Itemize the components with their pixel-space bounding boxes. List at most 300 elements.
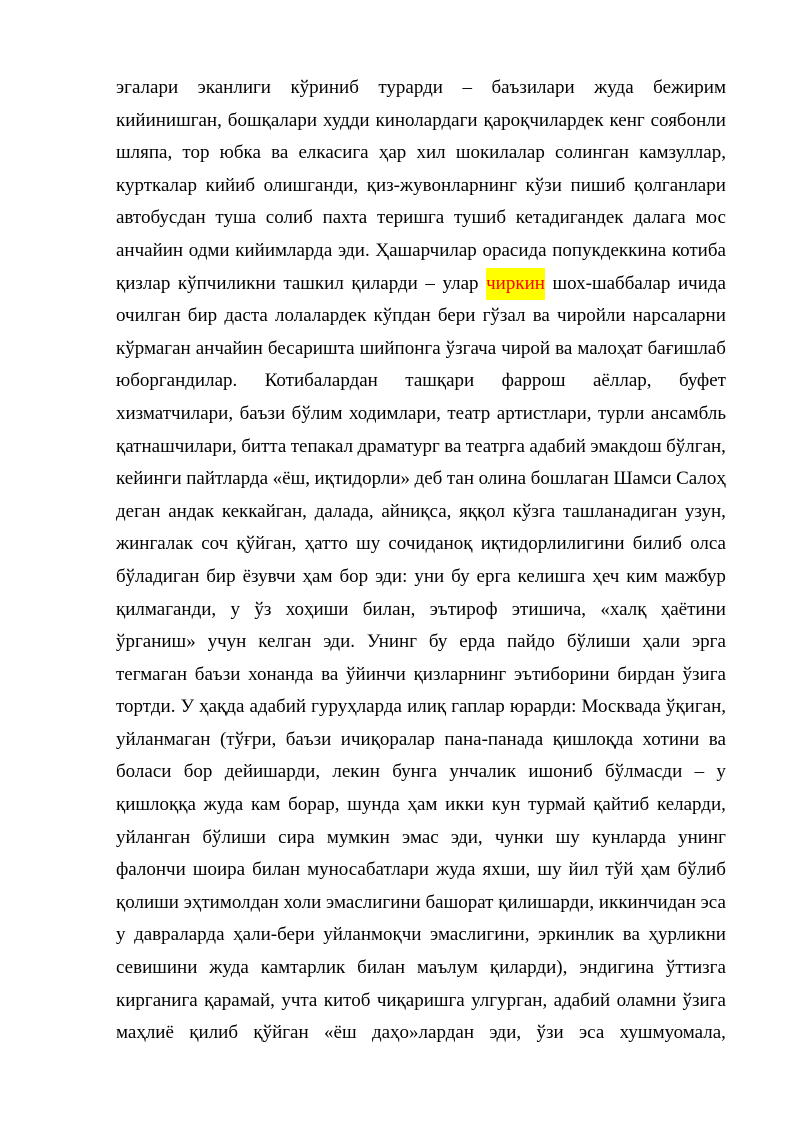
word: тўй	[605, 859, 634, 881]
word: камзуллар,	[639, 142, 726, 164]
text-line	[116, 594, 726, 627]
word: шу	[537, 859, 562, 881]
word: кунларда	[591, 826, 666, 848]
word: (тўғри,	[219, 728, 277, 750]
word: эди,	[450, 826, 483, 848]
word: мос	[695, 207, 726, 229]
word: автобусдан	[116, 207, 206, 229]
word: қилмаганди,	[116, 598, 217, 620]
word: ўрганиш»	[116, 631, 196, 653]
word: жуда	[594, 77, 634, 98]
word: ўз	[254, 598, 272, 620]
word: кетадигандек	[515, 207, 624, 229]
word: айниқса,	[381, 500, 452, 522]
text-line	[116, 300, 726, 333]
word: ва	[532, 305, 550, 327]
word: китоб	[323, 989, 371, 1011]
text-line	[116, 789, 726, 822]
word: эрга	[692, 631, 726, 653]
word: кам	[250, 794, 281, 816]
word: эътиборини	[513, 663, 610, 685]
word: кийимларда	[235, 239, 333, 261]
word: яхши,	[482, 859, 531, 881]
word: –	[694, 761, 705, 783]
word: ўзига	[682, 989, 726, 1011]
word: баъзи	[239, 402, 286, 424]
word: узун,	[684, 500, 726, 522]
word: уни	[414, 565, 445, 587]
text-line	[116, 235, 726, 268]
word: тушиб	[453, 207, 506, 229]
word: хонанда	[248, 663, 314, 685]
word: одми	[188, 239, 230, 261]
word: кўрмаган	[116, 337, 191, 359]
word: ишониб	[528, 761, 593, 783]
word: фаррош	[501, 370, 566, 392]
word: яққол	[459, 500, 506, 522]
word: «ёш,	[272, 468, 310, 490]
word: жуда	[209, 957, 249, 979]
word: учта	[281, 989, 318, 1011]
word: қишлоққа	[116, 794, 196, 816]
text-line	[116, 268, 726, 301]
text-line	[116, 463, 726, 496]
word: шунда	[347, 794, 400, 816]
word: холи	[283, 891, 322, 913]
word: соч	[201, 533, 229, 555]
word: баъзи	[285, 728, 332, 750]
word: иқтидорлилигини	[480, 533, 625, 555]
text-line	[116, 822, 726, 855]
text-line	[116, 626, 726, 659]
word: юрарди:	[509, 696, 577, 718]
word: кийиб	[205, 174, 256, 196]
word: бирдан	[617, 663, 675, 685]
document-page	[116, 72, 726, 1050]
word: бўлмасди	[605, 761, 683, 783]
word: кўриниб	[290, 77, 359, 98]
word: билан	[357, 957, 406, 979]
word: ўттизга	[665, 957, 726, 979]
word: ёзувчи	[242, 565, 296, 587]
word: муносабатлари	[307, 859, 429, 881]
word: пана-панада	[444, 728, 544, 750]
word: –	[462, 77, 472, 98]
word: сочиданоқ	[388, 533, 473, 555]
text-line	[116, 659, 726, 692]
word: кўзга	[512, 500, 556, 522]
word: қилишарди,	[498, 891, 595, 913]
word: эндигина	[579, 957, 654, 979]
word: билан,	[362, 598, 416, 620]
word: билиб	[632, 533, 682, 555]
word: «халқ	[600, 598, 647, 620]
word: Унинг	[366, 631, 417, 653]
text-line	[116, 528, 726, 561]
text-line	[116, 724, 726, 757]
word: тан	[446, 468, 475, 490]
word: шу	[555, 826, 580, 848]
word: андак	[168, 500, 215, 522]
word: кўпчиликни	[177, 272, 276, 294]
word: боласи	[116, 761, 172, 783]
word: ҳурликни	[648, 924, 726, 946]
word: ансамбль	[650, 402, 726, 424]
text-line	[116, 887, 726, 920]
word: ташкил	[283, 272, 344, 294]
word: пайдо	[506, 631, 555, 653]
word: жуда	[435, 859, 476, 881]
word: гуруҳларда	[311, 696, 402, 718]
word: турли	[598, 402, 645, 424]
word: ичида	[677, 272, 726, 294]
word: иқтидорли»	[314, 468, 410, 490]
word: даста	[224, 305, 268, 327]
word: тортди.	[116, 696, 176, 718]
word: келарди,	[656, 794, 726, 816]
word: шу	[356, 533, 381, 555]
text-line	[116, 431, 726, 464]
word: деган	[116, 500, 161, 522]
word: бир	[187, 305, 218, 327]
text-line	[116, 398, 726, 431]
word: қизлар	[116, 272, 171, 294]
word: эди,	[489, 1022, 522, 1044]
word: Москвада	[581, 696, 661, 718]
word: уйланмоқчи	[323, 924, 422, 946]
word: пайтларда	[186, 468, 269, 490]
word: хил	[416, 142, 446, 164]
word: лекин	[332, 761, 380, 783]
word: Салоҳ	[676, 468, 726, 490]
word: уйланмаган	[116, 728, 211, 750]
word: олишганди,	[263, 174, 359, 196]
word: драматург	[357, 435, 440, 457]
word: этишича,	[511, 598, 587, 620]
word: у	[116, 924, 126, 946]
word: анчайин	[195, 337, 263, 359]
word: эҳтимолдан	[183, 891, 279, 913]
word: дейишарди,	[224, 761, 321, 783]
word: эмакдош	[590, 435, 662, 457]
word: бу	[428, 631, 448, 653]
word: кўзи	[525, 174, 562, 196]
word: бежирим	[653, 77, 726, 98]
word: У	[180, 696, 195, 718]
word: эгалари	[116, 77, 179, 98]
word: далага	[633, 207, 686, 229]
word: ҳеч	[592, 565, 620, 587]
text-line	[116, 985, 726, 1018]
word: қароқчилардек	[483, 109, 604, 131]
word: солиб	[265, 207, 313, 229]
word: тор	[182, 142, 210, 164]
word: гаплар	[451, 696, 505, 718]
word: бўлим	[291, 402, 343, 424]
word: бир	[206, 565, 236, 587]
word: артистлари,	[496, 402, 592, 424]
word: ва	[622, 924, 640, 946]
word: қолиши	[116, 891, 179, 913]
word: бор	[339, 565, 369, 587]
word: билан	[252, 859, 301, 881]
word: шляпа,	[116, 142, 173, 164]
word: соябонли	[650, 109, 726, 131]
word: келган	[258, 631, 312, 653]
word: кирганига	[116, 989, 198, 1011]
word: жингалак	[116, 533, 194, 555]
word: кун	[491, 794, 521, 816]
word: худди	[322, 109, 370, 131]
word: қилиб	[189, 1022, 238, 1044]
word: ҳам	[407, 794, 438, 816]
word: ҳақда	[199, 696, 245, 718]
word: ва	[321, 663, 339, 685]
text-line	[116, 919, 726, 952]
word: хушмуомала,	[619, 1022, 726, 1044]
word: бўлган,	[666, 435, 726, 457]
word: театр	[447, 402, 491, 424]
word: тепакал	[290, 435, 354, 457]
word: ўзи	[536, 1022, 564, 1044]
word: келишга	[517, 565, 586, 587]
word: ичиқоралар	[340, 728, 435, 750]
word: улар	[442, 272, 479, 294]
word: Шамси	[613, 468, 672, 490]
word: баъзи	[194, 663, 241, 685]
word: маълум	[417, 957, 478, 979]
word: бўладиган	[116, 565, 200, 587]
word: битта	[241, 435, 287, 457]
word: юборгандилар.	[116, 370, 238, 392]
word: ўйинчи	[346, 663, 406, 685]
word: шокилалар	[455, 142, 545, 164]
word: эътироф	[429, 598, 498, 620]
word: елкасига	[298, 142, 369, 164]
word: қарамай,	[204, 989, 275, 1011]
word: қатнашчилари,	[116, 435, 237, 457]
word: попукдеккина	[552, 239, 667, 261]
word: камтарлик	[260, 957, 346, 979]
word: буфет	[678, 370, 726, 392]
word: ҳатто	[304, 533, 348, 555]
word: деб	[414, 468, 443, 490]
text-line	[116, 561, 726, 594]
word: борар,	[288, 794, 340, 816]
word: солинган	[555, 142, 629, 164]
word: давраларда	[134, 924, 225, 946]
word: башорат	[425, 891, 494, 913]
word: кейинги	[116, 468, 182, 490]
word: фалончи	[116, 859, 186, 881]
word: илиқ	[407, 696, 447, 718]
word: адабий	[529, 435, 586, 457]
word: уйланган	[116, 826, 191, 848]
word: эркинлик	[538, 924, 615, 946]
word: бошқалари	[227, 109, 318, 131]
word: бўлиши	[566, 631, 631, 653]
word: ўқиган,	[665, 696, 726, 718]
word: ўзгача	[445, 337, 497, 359]
word: бағишлаб	[647, 337, 726, 359]
word: бу	[451, 565, 470, 587]
word: қолганлари	[633, 174, 726, 196]
word: ҳар	[378, 142, 407, 164]
word: ерга	[476, 565, 511, 587]
word: хоҳиши	[285, 598, 349, 620]
word: хизматчилари,	[116, 402, 234, 424]
word: улгурган,	[471, 989, 548, 1011]
word: турарди	[378, 77, 443, 98]
text-line	[116, 202, 726, 235]
word: ва	[555, 337, 573, 359]
word: унчалик	[449, 761, 517, 783]
text-line	[116, 137, 726, 170]
word: қизларнинг	[413, 663, 507, 685]
word: сира	[278, 826, 315, 848]
word: курткалар	[116, 174, 197, 196]
word: шох-шаббалар	[552, 272, 671, 294]
word: адабий	[249, 696, 307, 718]
word: қиларди	[351, 272, 418, 294]
text-line	[116, 365, 726, 398]
text-line	[116, 1017, 726, 1050]
word: эмас	[401, 826, 439, 848]
word: эмаслигини	[326, 891, 421, 913]
word: қайтиб	[593, 794, 650, 816]
word: лолалардек	[275, 305, 367, 327]
word: кеккайган,	[221, 500, 307, 522]
word: у	[716, 761, 726, 783]
highlighted-word: чиркин	[486, 268, 545, 301]
word: севишини	[116, 957, 198, 979]
word: чирой	[501, 337, 551, 359]
word: тегмаган	[116, 663, 187, 685]
text-line	[116, 496, 726, 529]
word: юбка	[219, 142, 261, 164]
text-line	[116, 691, 726, 724]
word: қиз-жувонларнинг	[366, 174, 517, 196]
word: баъзилари	[491, 77, 575, 98]
word: даҳо»лардан	[371, 1022, 474, 1044]
word: эди.	[323, 631, 355, 653]
word: олса	[690, 533, 726, 555]
word: қўйган,	[236, 533, 297, 555]
word: қишлоқда	[552, 728, 634, 750]
word: бор	[183, 761, 213, 783]
word: жуда	[203, 794, 244, 816]
word: кенг	[609, 109, 645, 131]
text-line	[116, 170, 726, 203]
word: бошлаган	[530, 468, 609, 490]
word: иккинчидан	[598, 891, 696, 913]
word: орасида	[482, 239, 547, 261]
word: хотини	[642, 728, 700, 750]
word: туша	[215, 207, 257, 229]
word: эса	[700, 891, 726, 913]
word: у	[230, 598, 241, 620]
word: бўлиб	[677, 859, 726, 881]
word: Котибалардан	[264, 370, 378, 392]
word: ва	[444, 435, 462, 457]
word: малоҳат	[577, 337, 643, 359]
word: Ҳашарчилар	[375, 239, 477, 261]
word: далада,	[314, 500, 374, 522]
word: шоира	[192, 859, 246, 881]
word: ҳам	[302, 565, 333, 587]
word: аёллар,	[592, 370, 652, 392]
text-line	[116, 105, 726, 138]
word: котиба	[671, 239, 726, 261]
word: ходимлари,	[348, 402, 441, 424]
text-line	[116, 756, 726, 789]
word: бери	[437, 305, 476, 327]
word: ерда	[459, 631, 496, 653]
text-line	[116, 72, 726, 105]
word: –	[425, 272, 435, 294]
text-line	[116, 952, 726, 985]
word: чиқаришга	[376, 989, 465, 1011]
word: кийинишган,	[116, 109, 222, 131]
word: шийпонга	[359, 337, 441, 359]
word: оламни	[616, 989, 677, 1011]
word: олина	[478, 468, 527, 490]
word: эмаслигини,	[430, 924, 530, 946]
word: ташланадиган	[562, 500, 678, 522]
word: учун	[207, 631, 247, 653]
word: чиройли	[557, 305, 626, 327]
word: кинолардаги	[375, 109, 478, 131]
word: адабий	[553, 989, 611, 1011]
word: гўзал	[482, 305, 526, 327]
word: унинг	[678, 826, 726, 848]
word: ҳам	[640, 859, 671, 881]
word: ҳали-бери	[233, 924, 315, 946]
word: мумкин	[326, 826, 390, 848]
word: нарсаларни	[632, 305, 726, 327]
word: бўлиши	[202, 826, 266, 848]
text-line	[116, 854, 726, 887]
word: ва	[271, 142, 289, 164]
word: пахта	[322, 207, 368, 229]
word: қўйган	[253, 1022, 309, 1044]
word: йил	[568, 859, 599, 881]
word: ва	[708, 728, 726, 750]
text-line	[116, 333, 726, 366]
word: бесаришта	[267, 337, 355, 359]
word: бунга	[392, 761, 438, 783]
word: маҳлиё	[116, 1022, 174, 1044]
word: эса	[579, 1022, 605, 1044]
word: мажбур	[664, 565, 726, 587]
word: ташқари	[405, 370, 475, 392]
word: пишиб	[570, 174, 626, 196]
word: чунки	[494, 826, 544, 848]
word: теришга	[376, 207, 445, 229]
word: ҳали	[642, 631, 681, 653]
word: икки	[445, 794, 484, 816]
word: эди:	[375, 565, 408, 587]
word: ўзига	[682, 663, 726, 685]
word: анчайин	[116, 239, 184, 261]
word: турмай	[528, 794, 586, 816]
word: ҳаётини	[660, 598, 726, 620]
word: қиларди),	[489, 957, 568, 979]
word: эканлиги	[197, 77, 271, 98]
word: кўпдан	[373, 305, 431, 327]
word: «ёш	[324, 1022, 357, 1044]
word: очилган	[116, 305, 181, 327]
